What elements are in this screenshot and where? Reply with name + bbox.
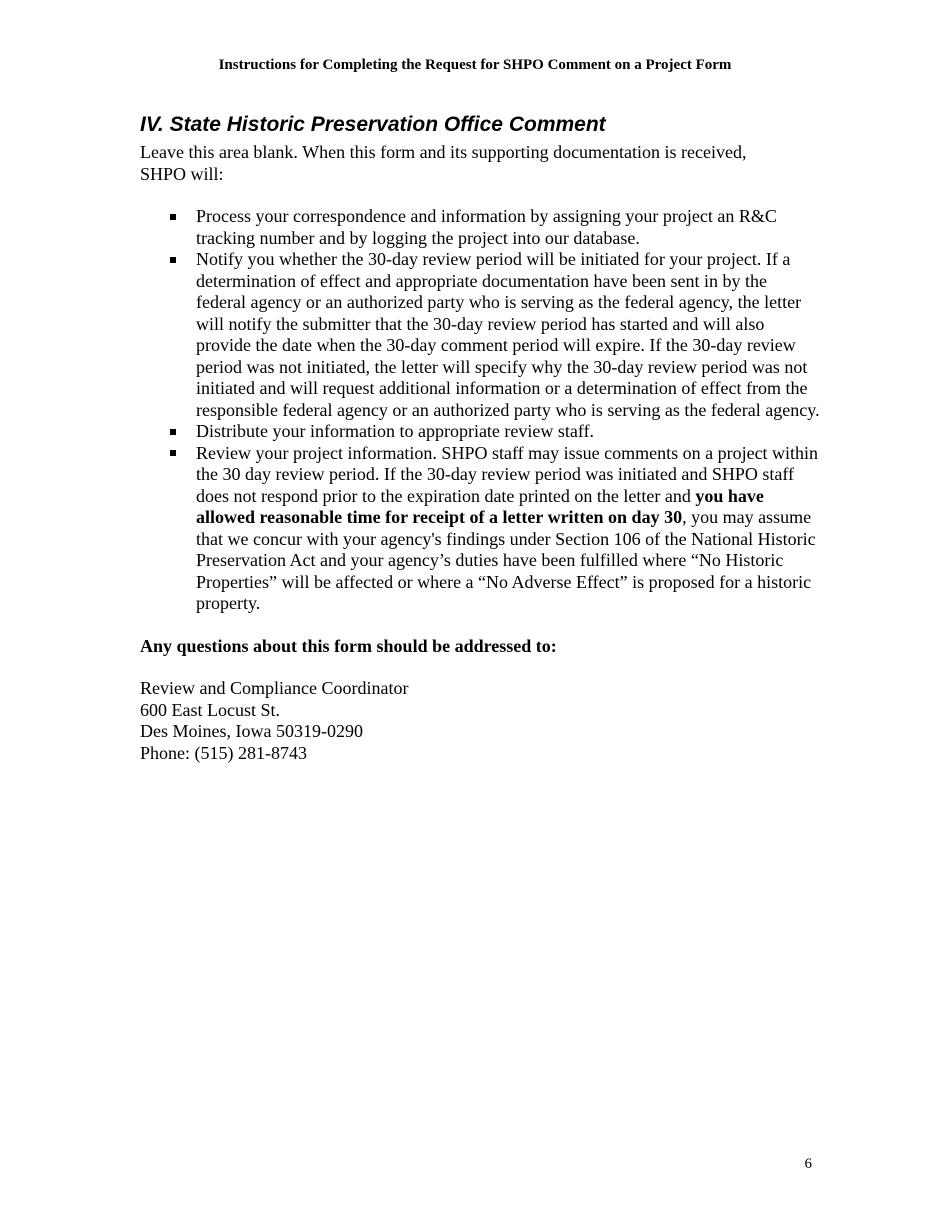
bullet-item-process bbox=[140, 206, 820, 249]
contact-city: Des Moines, Iowa 50319-0290 bbox=[140, 721, 363, 741]
bullet-item-distribute bbox=[140, 421, 820, 443]
bullet-item-review bbox=[140, 443, 820, 615]
square-bullet-icon bbox=[170, 214, 176, 220]
bullet-item-notify bbox=[140, 249, 820, 421]
bullet-text: , you may assume that we concur with your agency's findings under Section 106 of the National Historic Preservation Act and your agency’s duties have been fulfilled where “No Historic Properties” will be affected or where a “No Adverse Effect” is proposed for a historic property. bbox=[196, 507, 816, 613]
contact-address bbox=[140, 678, 820, 764]
bullet-text: Distribute your information to appropriate review staff. bbox=[196, 421, 595, 441]
square-bullet-icon bbox=[170, 429, 176, 435]
running-header: Instructions for Completing the Request for SHPO Comment on a Project Form bbox=[218, 57, 732, 73]
page-number: 6 bbox=[804, 1156, 812, 1172]
square-bullet-icon bbox=[170, 257, 176, 263]
bullet-text: Notify you whether the 30-day review period will be initiated for your project. If a determination of effect and appropriate documentation have been sent in by the federal agency or an authorized party who is serving as the federal agency, the letter will notify the submitter that the 30-day review period has started and will also provide the date when the 30-day comment period will expire. If the 30-day review period was not initiated, the letter will specify why the 30-day review period was not initiated and will request additional information or a determination of effect from the responsible federal agency or an authorized party who is serving as the federal agency. bbox=[196, 249, 820, 420]
contact-phone: Phone: (515) 281-8743 bbox=[140, 742, 307, 763]
contact-heading: Any questions about this form should be addressed to: bbox=[140, 635, 557, 656]
page-content bbox=[140, 112, 820, 764]
section-heading: IV. State Historic Preservation Office Comment bbox=[140, 113, 606, 136]
contact-street: 600 East Locust St. bbox=[140, 699, 280, 720]
contact-title: Review and Compliance Coordinator bbox=[140, 678, 409, 698]
bullet-text: Review your project information. SHPO staff may issue comments on a project within the 30 day review period. If the 30-day review period was initiated and SHPO staff does not respond prior to the expiration date printed on the letter and bbox=[196, 442, 819, 506]
section-intro: Leave this area blank. When this form and its supporting documentation is received, SHPO will: bbox=[140, 142, 747, 184]
bullet-text: Process your correspondence and information by assigning your project an R&C tracking number and by logging the project into our database. bbox=[196, 206, 777, 248]
bullet-list bbox=[140, 206, 820, 615]
bullet-text-emphasis: you have allowed reasonable time for receipt of a letter written on day 30 bbox=[196, 485, 764, 527]
square-bullet-icon bbox=[170, 450, 176, 456]
